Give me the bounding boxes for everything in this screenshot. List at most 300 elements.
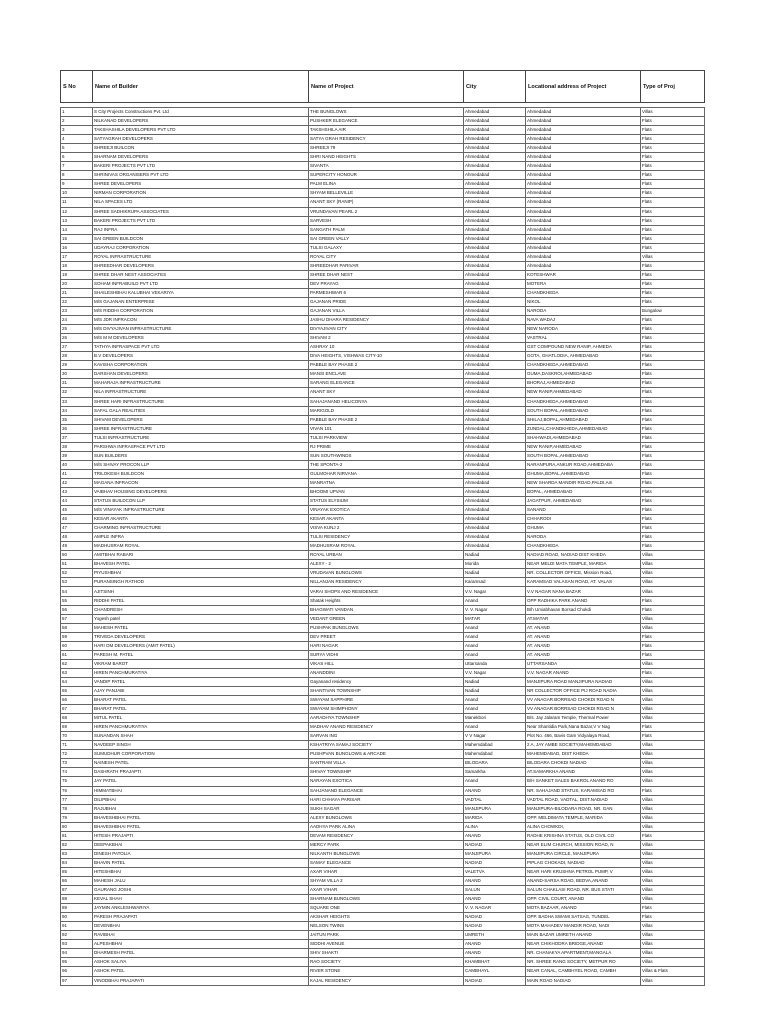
- table-row: [61, 153, 705, 162]
- cell-project-name: PUSHKER ELEGANCE: [309, 117, 464, 126]
- cell-project-type: Flats: [641, 171, 705, 180]
- cell-address: Ahmedabad: [526, 162, 641, 171]
- cell-address: SOUTH BOPAL,AHMEDABAD: [526, 451, 641, 460]
- cell-builder-name: CHANDRESH: [93, 605, 309, 614]
- cell-project-name: SIDDHI AVENUE: [309, 940, 464, 949]
- cell-city: Ahmedabad: [464, 397, 526, 406]
- cell-builder-name: NILA INFRASTRUCTURE: [93, 388, 309, 397]
- cell-s-no: 10: [61, 189, 93, 198]
- cell-project-name: RIVER STONE: [309, 967, 464, 976]
- cell-project-type: Flats: [641, 370, 705, 379]
- cell-s-no: 14: [61, 225, 93, 234]
- cell-s-no: 76: [61, 786, 93, 795]
- cell-s-no: 74: [61, 768, 93, 777]
- cell-project-name: AADHYA PARK ALINA: [309, 822, 464, 831]
- cell-s-no: 36: [61, 424, 93, 433]
- table-row: [61, 225, 705, 234]
- table-row: [61, 379, 705, 388]
- table-row: [61, 632, 705, 641]
- cell-address: BILODARA CHOKDI NADIAD: [526, 759, 641, 768]
- cell-project-name: BHOOMI UPVAN: [309, 487, 464, 496]
- cell-project-type: Flats: [641, 524, 705, 533]
- cell-address: SALUN CHAKLASI ROAD, NR. BUS STATI: [526, 886, 641, 895]
- cell-project-name: SAI GREEN VALLY: [309, 234, 464, 243]
- table-row: [61, 126, 705, 135]
- cell-s-no: 41: [61, 469, 93, 478]
- cell-builder-name: TAKSHASHILA DEVELOPERS PVT LTD: [93, 126, 309, 135]
- table-row: [61, 189, 705, 198]
- cell-project-type: Villas: [641, 551, 705, 560]
- cell-address: SANAND: [526, 506, 641, 515]
- cell-s-no: 81: [61, 831, 93, 840]
- header-s-no: S No: [61, 71, 93, 103]
- cell-s-no: 5: [61, 144, 93, 153]
- cell-address: Ahmedabad: [526, 252, 641, 261]
- cell-builder-name: HITESHBHAI: [93, 867, 309, 876]
- table-row: [61, 307, 705, 316]
- cell-project-type: Villas: [641, 659, 705, 668]
- cell-project-type: Flats: [641, 225, 705, 234]
- cell-builder-name: PIYUSHBHAI: [93, 569, 309, 578]
- cell-project-name: MARIGOLD: [309, 406, 464, 415]
- table-row: [61, 388, 705, 397]
- cell-project-name: SUN SOUTHWINDS: [309, 451, 464, 460]
- table-row: [61, 135, 705, 144]
- cell-address: B/h Umiabhavan Borsad Chokdi: [526, 605, 641, 614]
- cell-project-name: SQUARE ONE: [309, 904, 464, 913]
- cell-builder-name: MAGANA INFRACON: [93, 478, 309, 487]
- table-row: [61, 750, 705, 759]
- table-row: [61, 714, 705, 723]
- cell-project-type: Flats: [641, 279, 705, 288]
- cell-builder-name: SHRINIVAS ORGANISERS PVT LTD: [93, 171, 309, 180]
- cell-project-name: TAKSHSHILA AIR: [309, 126, 464, 135]
- cell-project-type: Flats: [641, 831, 705, 840]
- cell-city: Ahmedabad: [464, 406, 526, 415]
- cell-project-type: Flats: [641, 379, 705, 388]
- cell-project-name: SANTRAM VILLA: [309, 759, 464, 768]
- cell-project-name: SUKH SAGAR: [309, 804, 464, 813]
- cell-s-no: 97: [61, 976, 93, 985]
- table-row: [61, 958, 705, 967]
- cell-address: NEAR HARI KRUSHNA PETROL PUMP, V: [526, 867, 641, 876]
- cell-project-type: Flats: [641, 469, 705, 478]
- cell-address: VADTAL ROAD, VADTAL, DIST.NADIAD: [526, 795, 641, 804]
- cell-city: KHAMBHAT: [464, 958, 526, 967]
- cell-builder-name: ASHOK SALIYA: [93, 958, 309, 967]
- cell-project-name: HARI CHHAYA PARISAR: [309, 795, 464, 804]
- cell-s-no: 33: [61, 397, 93, 406]
- cell-s-no: 93: [61, 940, 93, 949]
- cell-s-no: 13: [61, 216, 93, 225]
- cell-city: Ahmedabad: [464, 451, 526, 460]
- cell-builder-name: RIDDHI PATEL: [93, 596, 309, 605]
- cell-city: Nadiad: [464, 551, 526, 560]
- cell-address: UTTARSANDA: [526, 659, 641, 668]
- table-row: [61, 433, 705, 442]
- cell-s-no: 15: [61, 234, 93, 243]
- cell-s-no: 65: [61, 687, 93, 696]
- cell-builder-name: SHREEJI BUILCON: [93, 144, 309, 153]
- table-row: [61, 596, 705, 605]
- table-row: [61, 614, 705, 623]
- cell-project-type: Villas: [641, 578, 705, 587]
- cell-project-name: SAHAJANAND HELICONYA: [309, 397, 464, 406]
- cell-s-no: 86: [61, 876, 93, 885]
- cell-project-name: AXAR VIHAR: [309, 867, 464, 876]
- cell-project-name: KESAR AKANTA: [309, 515, 464, 524]
- cell-city: Ahmedabad: [464, 307, 526, 316]
- cell-address: Ahmedabad: [526, 261, 641, 270]
- cell-project-type: Flats: [641, 460, 705, 469]
- cell-city: Ahmedabad: [464, 261, 526, 270]
- cell-s-no: 92: [61, 931, 93, 940]
- cell-s-no: 43: [61, 487, 93, 496]
- cell-project-name: KAJAL RESIDENCY: [309, 976, 464, 985]
- cell-builder-name: BHAVESH PATEL: [93, 560, 309, 569]
- cell-s-no: 78: [61, 804, 93, 813]
- cell-city: Ahmedabad: [464, 297, 526, 306]
- table-row: [61, 451, 705, 460]
- cell-project-name: VEDANT GREEN: [309, 614, 464, 623]
- cell-s-no: 85: [61, 867, 93, 876]
- cell-s-no: 50: [61, 551, 93, 560]
- cell-project-name: SUPERCITY HONOUR: [309, 171, 464, 180]
- cell-address: CHANDKHEDA,AHMEDABAD: [526, 397, 641, 406]
- cell-city: ANAND: [464, 831, 526, 840]
- cell-project-type: Flats: [641, 325, 705, 334]
- header-city: City: [464, 71, 526, 103]
- cell-address: NARODA: [526, 533, 641, 542]
- cell-s-no: 48: [61, 533, 93, 542]
- cell-s-no: 40: [61, 460, 93, 469]
- cell-s-no: 96: [61, 967, 93, 976]
- table-row: [61, 768, 705, 777]
- cell-s-no: 24: [61, 316, 93, 325]
- cell-s-no: 56: [61, 605, 93, 614]
- cell-s-no: 77: [61, 795, 93, 804]
- table-header: [61, 71, 705, 108]
- cell-s-no: 52: [61, 569, 93, 578]
- table-row: [61, 976, 705, 985]
- table-row: [61, 641, 705, 650]
- header-project-type: Type of Proj: [641, 71, 705, 103]
- cell-project-type: Flats: [641, 433, 705, 442]
- cell-builder-name: BHAVIN PATEL: [93, 858, 309, 867]
- cell-project-type: Flats: [641, 913, 705, 922]
- cell-city: Morida: [464, 560, 526, 569]
- cell-project-name: AKSHAR HEIGHTS: [309, 913, 464, 922]
- cell-city: Ahmedabad: [464, 424, 526, 433]
- cell-project-name: SHIV SHAKTI: [309, 949, 464, 958]
- cell-address: Plot No. 466, Bavis Gam Vidyalaya Road,: [526, 732, 641, 741]
- cell-project-type: Villas: [641, 569, 705, 578]
- cell-builder-name: VIKRAM BAROT: [93, 659, 309, 668]
- cell-builder-name: DARSHAN DEVELOPERS: [93, 370, 309, 379]
- cell-city: ANAND: [464, 895, 526, 904]
- cell-address: ALINA CHOWKDI,: [526, 822, 641, 831]
- table-row: [61, 886, 705, 895]
- cell-s-no: 57: [61, 614, 93, 623]
- cell-city: Ahmedabad: [464, 352, 526, 361]
- cell-address: NEAR CHIKHODRA BRIDGE,ANAND: [526, 940, 641, 949]
- cell-project-name: MANSI ENCLAVE: [309, 370, 464, 379]
- cell-city: NADIAD: [464, 858, 526, 867]
- table-row: [61, 786, 705, 795]
- cell-project-name: ANANT SKY (RANIP): [309, 198, 464, 207]
- cell-s-no: 91: [61, 922, 93, 931]
- cell-address: Ahmedabad: [526, 198, 641, 207]
- cell-project-name: VIVAN 101: [309, 424, 464, 433]
- cell-s-no: 32: [61, 388, 93, 397]
- cell-city: Ahmedabad: [464, 433, 526, 442]
- cell-city: Ahmedabad: [464, 153, 526, 162]
- builder-projects-table: [60, 70, 705, 986]
- cell-s-no: 28: [61, 352, 93, 361]
- cell-project-name: DEV PREET: [309, 632, 464, 641]
- cell-project-name: PABBLE BAY PHASE 2: [309, 415, 464, 424]
- cell-city: MANJIPURA: [464, 849, 526, 858]
- cell-project-type: Bungalow: [641, 307, 705, 316]
- cell-project-name: SHREEDHAR PARIVAR: [309, 261, 464, 270]
- cell-city: Anand: [464, 623, 526, 632]
- cell-address: MANJIPURA ROAD MANJIPURA NADIAD: [526, 677, 641, 686]
- table-row: [61, 687, 705, 696]
- cell-project-name: PARMESHWAR 6: [309, 288, 464, 297]
- cell-project-name: HARI NAGAR: [309, 641, 464, 650]
- cell-s-no: 30: [61, 370, 93, 379]
- cell-project-type: Flats: [641, 641, 705, 650]
- table-row: [61, 288, 705, 297]
- cell-s-no: 64: [61, 677, 93, 686]
- cell-s-no: 62: [61, 659, 93, 668]
- table-row: [61, 922, 705, 931]
- cell-project-type: Flats: [641, 198, 705, 207]
- cell-city: ALINA: [464, 822, 526, 831]
- cell-s-no: 67: [61, 705, 93, 714]
- cell-project-type: Villas: [641, 958, 705, 967]
- cell-address: MOTERA: [526, 279, 641, 288]
- cell-builder-name: SHREE INFRASTRUCTURE: [93, 424, 309, 433]
- cell-s-no: 53: [61, 578, 93, 587]
- cell-city: Ahmedabad: [464, 189, 526, 198]
- cell-s-no: 26: [61, 334, 93, 343]
- cell-project-type: Villas: [641, 614, 705, 623]
- cell-builder-name: B.V DEVELOPERS: [93, 352, 309, 361]
- table-row: [61, 524, 705, 533]
- header-row: [61, 71, 705, 103]
- cell-address: AT. ANAND: [526, 641, 641, 650]
- cell-builder-name: BAKERI PROJECTS PVT LTD: [93, 162, 309, 171]
- cell-s-no: 55: [61, 596, 93, 605]
- cell-project-name: SIVANTA: [309, 162, 464, 171]
- cell-city: Ahmedabad: [464, 379, 526, 388]
- cell-project-type: Flats: [641, 596, 705, 605]
- cell-project-type: Flats: [641, 904, 705, 913]
- cell-builder-name: MAHESH PATEL: [93, 623, 309, 632]
- cell-s-no: 94: [61, 949, 93, 958]
- cell-city: Ahmedabad: [464, 442, 526, 451]
- cell-builder-name: SHREE HARI INFRASTRUCTURE: [93, 397, 309, 406]
- cell-builder-name: VANDIP PATEL: [93, 677, 309, 686]
- cell-s-no: 12: [61, 207, 93, 216]
- cell-address: OPP. MELDIMATA TEMPLE, MARIDA: [526, 813, 641, 822]
- cell-s-no: 79: [61, 813, 93, 822]
- cell-s-no: 21: [61, 288, 93, 297]
- cell-project-name: AXAR VIHAR: [309, 886, 464, 895]
- cell-builder-name: NAVDEEP SINGH: [93, 741, 309, 750]
- cell-s-no: 60: [61, 641, 93, 650]
- cell-city: V. V. NAGAR: [464, 904, 526, 913]
- cell-project-type: Flats: [641, 668, 705, 677]
- cell-address: NR. SHREE RANG SOCIETY, METPUR RO: [526, 958, 641, 967]
- cell-s-no: 27: [61, 343, 93, 352]
- cell-address: GUMA,DASKROI,AHMEDABAD: [526, 370, 641, 379]
- cell-builder-name: BHAVESHBHAI PATEL: [93, 822, 309, 831]
- cell-address: NEW RANIP,AHMEDABAD: [526, 388, 641, 397]
- cell-project-type: Villas & Flats: [641, 967, 705, 976]
- cell-project-name: PUSHPVAN BUNGLOWS & ARCADE: [309, 750, 464, 759]
- cell-city: Ahmedabad: [464, 198, 526, 207]
- table-row: [61, 895, 705, 904]
- table-row: [61, 650, 705, 659]
- cell-builder-name: M/S GAJANAN ENTERPRISE: [93, 297, 309, 306]
- cell-address: PIPLAG CHOKADI, NADIAD: [526, 858, 641, 867]
- cell-s-no: 58: [61, 623, 93, 632]
- cell-s-no: 20: [61, 279, 93, 288]
- cell-city: MATAR: [464, 614, 526, 623]
- cell-project-type: Villas: [641, 895, 705, 904]
- cell-city: Mahemdabad: [464, 750, 526, 759]
- cell-builder-name: SUNANDAN SHAH: [93, 732, 309, 741]
- cell-city: Ahmedabad: [464, 316, 526, 325]
- cell-s-no: 89: [61, 904, 93, 913]
- cell-s-no: 75: [61, 777, 93, 786]
- cell-s-no: 17: [61, 252, 93, 261]
- cell-s-no: 95: [61, 958, 93, 967]
- cell-s-no: 71: [61, 741, 93, 750]
- cell-address: Ahmedabad: [526, 135, 641, 144]
- table-row: [61, 759, 705, 768]
- table-row: [61, 940, 705, 949]
- cell-s-no: 49: [61, 542, 93, 551]
- cell-city: Ahmedabad: [464, 144, 526, 153]
- cell-s-no: 46: [61, 515, 93, 524]
- cell-address: Ahmedabad: [526, 225, 641, 234]
- cell-address: V.V. NAGAR ANAND: [526, 668, 641, 677]
- cell-builder-name: TRIVEDA DEVELOPERS: [93, 632, 309, 641]
- cell-address: SOUTH BOPAL,AHMEDABAD: [526, 406, 641, 415]
- cell-builder-name: MITUL PATEL: [93, 714, 309, 723]
- cell-project-name: VISVA KUNJ 2: [309, 524, 464, 533]
- cell-builder-name: RAJUBHAI: [93, 804, 309, 813]
- cell-city: Anand: [464, 705, 526, 714]
- table-row: [61, 904, 705, 913]
- cell-address: CHHARODI: [526, 515, 641, 524]
- cell-city: NADIAD: [464, 976, 526, 985]
- table-row: [61, 270, 705, 279]
- cell-project-type: Flats: [641, 361, 705, 370]
- cell-project-type: Flats: [641, 343, 705, 352]
- builder-projects-sheet: [60, 70, 704, 986]
- cell-address: MOTA BAZAAR, ANAND: [526, 904, 641, 913]
- cell-project-type: Flats: [641, 270, 705, 279]
- cell-builder-name: DEVENBHAI: [93, 922, 309, 931]
- cell-project-type: Flats: [641, 497, 705, 506]
- cell-project-name: DIVA HEIGHTS, VISHWAS CITY-10: [309, 352, 464, 361]
- cell-city: Ahmedabad: [464, 234, 526, 243]
- cell-project-type: Flats: [641, 297, 705, 306]
- cell-address: NR. SAHAJAND STATUS, KARAMSAD RO: [526, 786, 641, 795]
- cell-city: Ahmedabad: [464, 487, 526, 496]
- table-row: [61, 813, 705, 822]
- cell-project-name: Gayanand residency: [309, 677, 464, 686]
- cell-project-type: Villas: [641, 768, 705, 777]
- table-row: [61, 162, 705, 171]
- cell-s-no: 4: [61, 135, 93, 144]
- cell-project-type: Villas: [641, 587, 705, 596]
- cell-address: KOTESHWAR: [526, 270, 641, 279]
- table-row: [61, 198, 705, 207]
- cell-project-type: Flats: [641, 316, 705, 325]
- cell-project-type: Villas: [641, 813, 705, 822]
- cell-project-type: Flats: [641, 216, 705, 225]
- cell-project-type: Villas: [641, 750, 705, 759]
- cell-project-name: DEV PRAYAG: [309, 279, 464, 288]
- cell-address: OPP RADHIKA PARK ANAND: [526, 596, 641, 605]
- cell-city: Uttarsanda: [464, 659, 526, 668]
- cell-project-type: Villas: [641, 795, 705, 804]
- cell-builder-name: SHAILESHBHAI KALUBHAI VEKARIYA: [93, 288, 309, 297]
- cell-project-name: SHRI NAND HEIGHTS: [309, 153, 464, 162]
- cell-project-type: Flats: [641, 424, 705, 433]
- cell-project-type: Flats: [641, 207, 705, 216]
- cell-project-name: BHAGWATI VANDAN: [309, 605, 464, 614]
- cell-s-no: 90: [61, 913, 93, 922]
- cell-builder-name: CHARMING INFRASTRUCTURE: [93, 524, 309, 533]
- cell-builder-name: TATHYA INFRASPACE PVT LTD: [93, 343, 309, 352]
- cell-project-name: ROYAL CITY: [309, 252, 464, 261]
- cell-project-name: VARAI SHOPS AND RESIDENCE: [309, 587, 464, 596]
- cell-builder-name: SHREE DHAR NEST ASSOCIATES: [93, 270, 309, 279]
- table-row: [61, 442, 705, 451]
- cell-builder-name: AMITBHAI RABARI: [93, 551, 309, 560]
- cell-address: NARANPURA,ANKUR ROAD,AHMEDABA: [526, 460, 641, 469]
- cell-builder-name: JAY PATEL: [93, 777, 309, 786]
- cell-builder-name: RAJ INFRA: [93, 225, 309, 234]
- cell-city: Ahmedabad: [464, 533, 526, 542]
- cell-address: ZUNDAL,CHANDKHEDA,AHMEDABAD: [526, 424, 641, 433]
- cell-s-no: 3: [61, 126, 93, 135]
- cell-project-name: PABBLE BAY PHASE 2: [309, 361, 464, 370]
- table-row: [61, 876, 705, 885]
- cell-city: UMRETH: [464, 931, 526, 940]
- cell-s-no: 73: [61, 759, 93, 768]
- cell-project-type: Villas: [641, 705, 705, 714]
- cell-address: V.V NAGAR NANA BAZAR: [526, 587, 641, 596]
- table-row: [61, 804, 705, 813]
- cell-project-type: Villas: [641, 867, 705, 876]
- cell-address: Ahmedabad: [526, 171, 641, 180]
- cell-project-type: Flats: [641, 162, 705, 171]
- cell-s-no: 59: [61, 632, 93, 641]
- table-row: [61, 587, 705, 596]
- table-row: [61, 334, 705, 343]
- cell-project-type: Flats: [641, 288, 705, 297]
- cell-project-type: Flats: [641, 388, 705, 397]
- cell-project-type: Flats: [641, 117, 705, 126]
- cell-builder-name: SHREE DEVELOPERS: [93, 180, 309, 189]
